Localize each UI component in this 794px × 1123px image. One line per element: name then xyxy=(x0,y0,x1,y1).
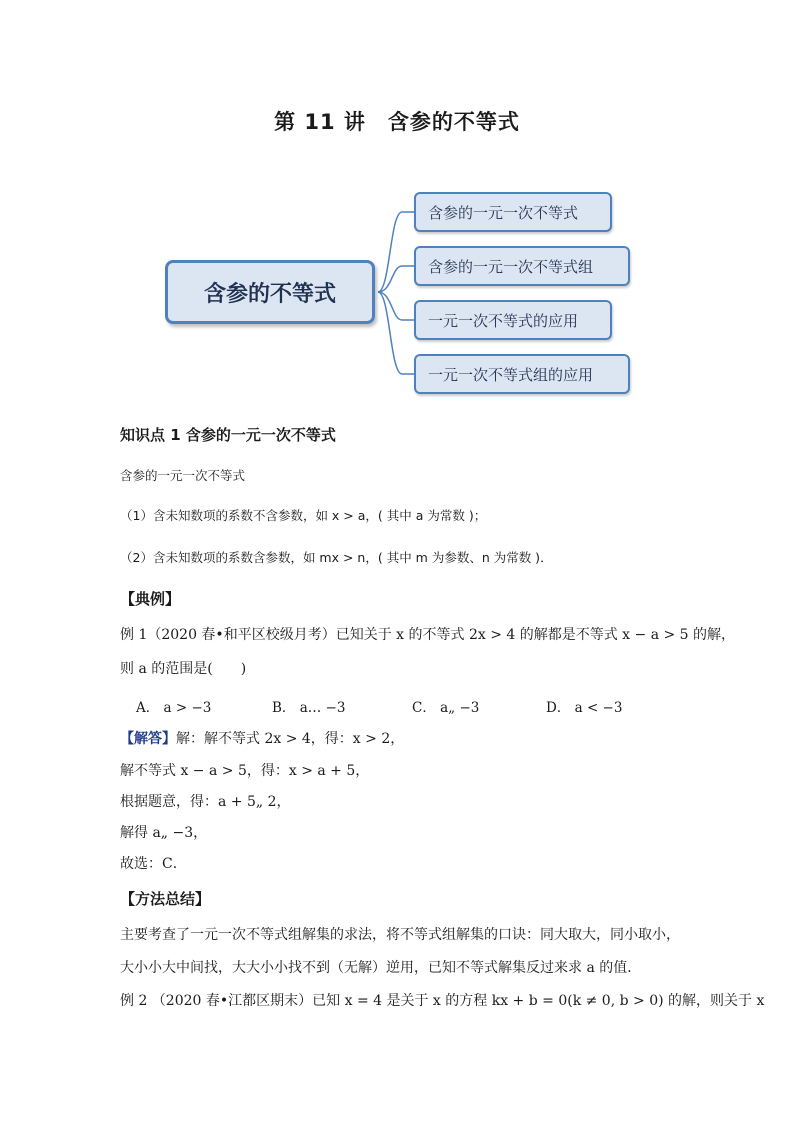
knowledge-point-item-1: （1）含未知数项的系数不含参数，如 x > a，( 其中 a 为常数 )； xyxy=(120,508,487,523)
connector-branch-2 xyxy=(378,266,414,292)
mindmap-child-node: 含参的一元一次不等式 xyxy=(414,192,612,232)
knowledge-point-subtitle: 含参的一元一次不等式 xyxy=(120,468,246,483)
option-c: C． a„ −3 xyxy=(412,700,480,716)
solution-line-1 xyxy=(120,728,404,748)
knowledge-point-heading: 知识点 1 含参的一元一次不等式 xyxy=(120,426,336,444)
example-1-question-line-1: 例 1（2020 春•和平区校级月考）已知关于 x 的不等式 2x > 4 的解都是不等式 x − a > 5 的解， xyxy=(120,627,736,643)
method-summary-label: 【方法总结】 xyxy=(120,890,211,908)
connector-branch-4 xyxy=(378,292,414,374)
knowledge-point-item-2: （2）含未知数项的系数含参数，如 mx > n，( 其中 m 为参数、n 为常数 )． xyxy=(120,550,553,565)
connector-trunk xyxy=(378,212,414,292)
solution-line-2: 解不等式 x − a > 5，得：x > a + 5， xyxy=(120,763,370,779)
page-title: 第 11 讲 含参的不等式 xyxy=(274,110,520,134)
option-b: B． a… −3 xyxy=(272,700,346,716)
example-2-question-line-1: 例 2 （2020 春•江都区期末）已知 x = 4 是关于 x 的方程 kx + b = 0(k ≠ 0, b > 0) 的解，则关于 x xyxy=(120,993,765,1009)
solution-line-3: 根据题意，得：a + 5„ 2， xyxy=(120,794,291,810)
example-label: 【典例】 xyxy=(120,590,181,608)
method-summary-line-2: 大小小大中间找，大大小小找不到（无解）逆用，已知不等式解集反过来求 a 的值． xyxy=(120,960,642,976)
answer-tag: 【解答】 xyxy=(120,731,176,747)
option-a: A． a > −3 xyxy=(136,700,212,716)
mindmap-child-node: 一元一次不等式组的应用 xyxy=(414,354,630,394)
example-1-question-line-2: 则 a 的范围是( ) xyxy=(120,661,247,677)
connector-branch-3 xyxy=(378,292,414,320)
option-d: D． a < −3 xyxy=(546,700,623,716)
solution-line-4: 解得 a„ −3， xyxy=(120,825,208,841)
mindmap-child-node: 一元一次不等式的应用 xyxy=(414,300,612,340)
mindmap-child-node: 含参的一元一次不等式组 xyxy=(414,246,630,286)
solution-text: 解：解不等式 2x > 4，得：x > 2， xyxy=(176,731,405,747)
solution-line-5: 故选：C． xyxy=(120,856,187,872)
method-summary-line-1: 主要考查了一元一次不等式组解集的求法，将不等式组解集的口诀：同大取大，同小取小， xyxy=(120,927,680,943)
mindmap-root-node: 含参的不等式 xyxy=(165,260,375,324)
